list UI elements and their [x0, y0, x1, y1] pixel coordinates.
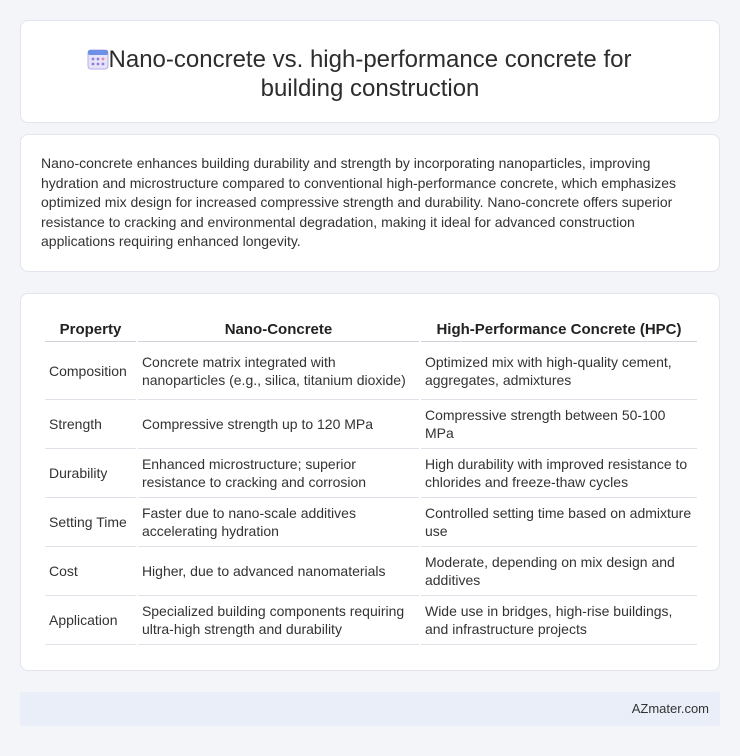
cell-property: Setting Time: [45, 498, 136, 547]
table-row: [45, 498, 697, 547]
page-title: Nano-concrete vs. high-performance concrete for building construction: [108, 46, 632, 102]
cell-hpc: Controlled setting time based on admixture use: [421, 498, 697, 547]
summary-text: Nano-concrete enhances building durability and strength by incorporating nanoparticles, improving hydration and microstructure compared to conventional high-performance concrete, which emphasizes optimized mix design for increased compressive strength and durability. Nano-concrete offers superior resistance to cracking and environmental degradation, making it ideal for advanced construction applications requiring enhanced longevity.: [41, 155, 676, 249]
cell-property: Durability: [45, 449, 136, 498]
cell-hpc: Compressive strength between 50-100 MPa: [421, 400, 697, 449]
cell-nano: Higher, due to advanced nanomaterials: [138, 547, 419, 596]
table-header-row: [45, 312, 697, 342]
comparison-table: [43, 312, 699, 645]
cell-nano: Concrete matrix integrated with nanoparticles (e.g., silica, titanium dioxide): [138, 342, 419, 400]
footer-bar: [20, 692, 720, 726]
table-row: [45, 400, 697, 449]
header-hpc: High-Performance Concrete (HPC): [421, 312, 697, 342]
footer-site-link[interactable]: AZmater.com: [631, 701, 709, 716]
cell-hpc: High durability with improved resistance to chlorides and freeze-thaw cycles: [421, 449, 697, 498]
header-property: Property: [45, 312, 136, 342]
header-nano-concrete: Nano-Concrete: [138, 312, 419, 342]
table-row: [45, 547, 697, 596]
title-card: [20, 20, 720, 123]
cell-property: Strength: [45, 400, 136, 449]
cell-property: Application: [45, 596, 136, 645]
cell-nano: Enhanced microstructure; superior resistance to cracking and corrosion: [138, 449, 419, 498]
cell-hpc: Moderate, depending on mix design and additives: [421, 547, 697, 596]
table-row: [45, 342, 697, 400]
table-row: [45, 449, 697, 498]
title-wrap: [21, 45, 719, 103]
cell-nano: Specialized building components requiring ultra-high strength and durability: [138, 596, 419, 645]
cell-hpc: Wide use in bridges, high-rise buildings, and infrastructure projects: [421, 596, 697, 645]
cell-property: Cost: [45, 547, 136, 596]
summary-card: [20, 134, 720, 272]
cell-hpc: Optimized mix with high-quality cement, aggregates, admixtures: [421, 342, 697, 400]
table-row: [45, 596, 697, 645]
cell-nano: Faster due to nano-scale additives accelerating hydration: [138, 498, 419, 547]
cell-nano: Compressive strength up to 120 MPa: [138, 400, 419, 449]
table-card: [20, 293, 720, 671]
cell-property: Composition: [45, 342, 136, 400]
